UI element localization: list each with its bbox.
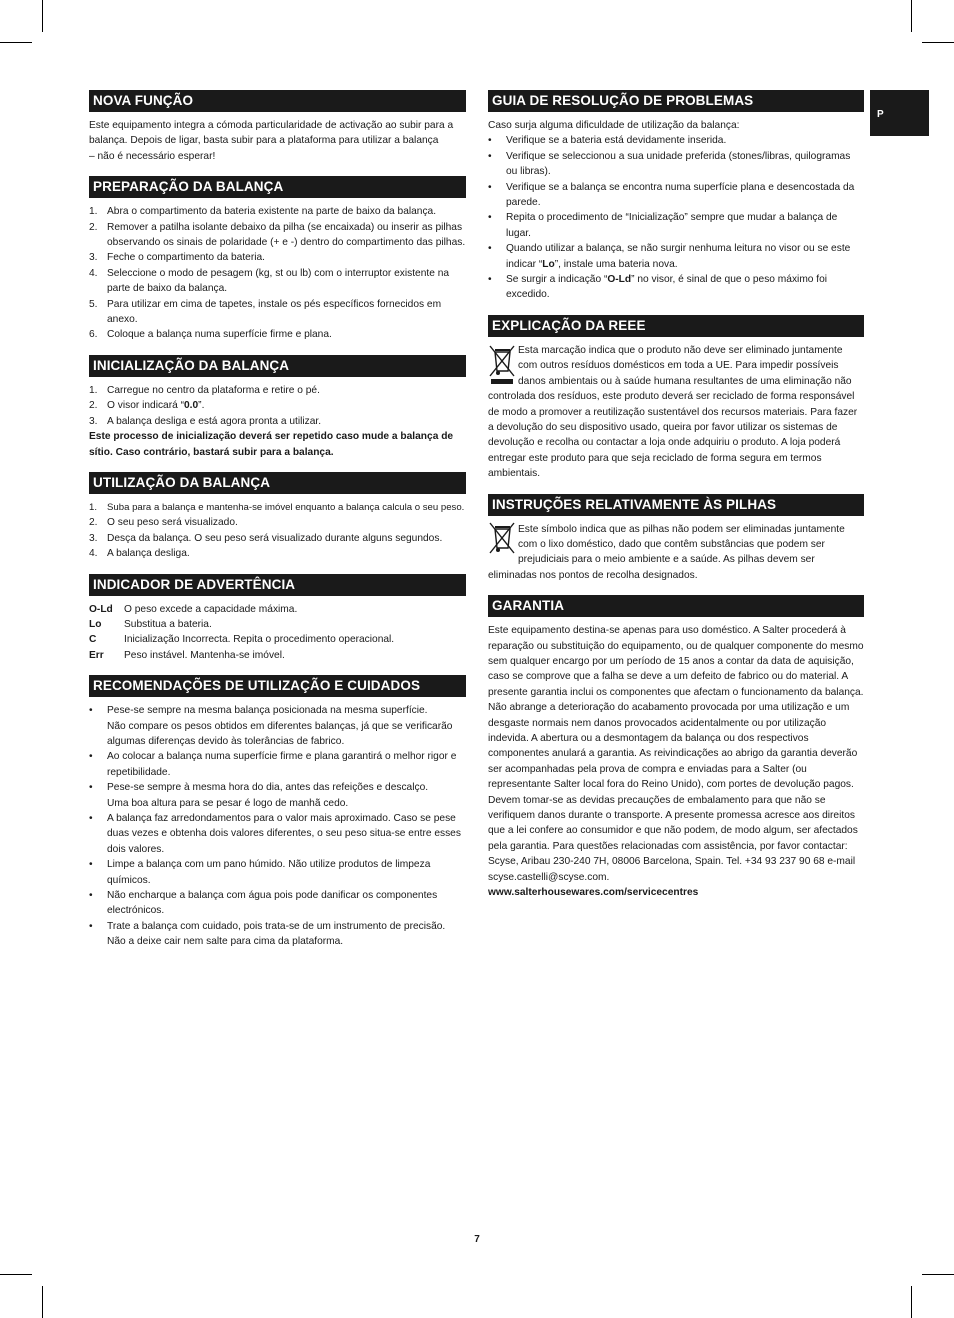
list-marker: 1. [89,501,98,513]
list-item [488,133,864,148]
list-item [89,398,466,413]
section-garantia [488,595,864,900]
list-item [89,515,466,530]
pilhas-body [488,522,864,584]
section-heading: UTILIZAÇÃO DA BALANÇA [89,472,466,494]
list-marker: • [488,274,492,286]
section-heading: NOVA FUNÇÃO [89,90,466,112]
list-item [89,414,466,429]
list-item-text: O seu peso será visualizado. [107,517,238,529]
warning-description: O peso excede a capacidade máxima. [124,603,298,615]
list-item-text: Ao colocar a balança numa superfície firme e plana garantirá o melhor rigor e repetibilidade. [107,751,457,778]
crossed-out-wheelie-bin-icon [488,343,516,387]
bullet-list [89,703,466,950]
section-utilizacao [89,472,466,562]
list-marker: • [488,181,492,193]
list-item [89,220,466,251]
section-recomendacoes [89,675,466,950]
section-heading: RECOMENDAÇÕES DE UTILIZAÇÃO E CUIDADOS [89,675,466,697]
display-value: 0.0 [184,400,199,412]
list-item [89,919,466,950]
service-centres-link[interactable]: www.salterhousewares.com/servicecentres [488,887,699,899]
section-reee [488,315,864,482]
list-item-text: Carregue no centro da plataforma e retire o pé. [107,384,320,396]
section-intro: Caso surja alguma dificuldade de utilização da balança: [488,120,740,131]
crop-mark [0,1274,32,1275]
section-paragraph: Este equipamento integra a cómoda particularidade de activação ao subir para a balança. Depois de ligar, basta subir para a plataforma para utilizar a balança – não é necessário esperar! [89,120,454,162]
list-item-text: Não encharque a balança com água pois pode danificar os componentes electrónicos. [107,890,438,917]
crossed-out-wheelie-bin-icon [488,522,516,554]
section-paragraph: Esta marcação indica que o produto não deve ser eliminado juntamente com outros resíduos domésticos em toda a UE. Para impedir possíveis danos ambientais ou à saúde humana resultantes de uma eliminação não controlada dos resíduos, este produto deverá ser reciclado de forma responsável de modo a promover a reutilização sustentável dos recursos materiais. Para fazer a devolução do seu dispositivo usado, queira por favor utilizar os sistemas de devolução e recolha ou contactar a loja onde adquiriu o produto. A loja poderá entregar este produto para que seja reciclado de forma segura em termos ambientais. [488,344,858,480]
list-marker: 2. [89,221,98,233]
list-marker: • [89,813,93,824]
right-column [488,90,864,912]
list-item-text: Seleccione o modo de pesagem (kg, st ou lb) com o interruptor existente na parte de baixo da balança. [107,267,450,295]
list-item [89,811,466,857]
list-item [488,210,864,241]
list-marker: 4. [89,548,98,560]
list-item-text: Remover a patilha isolante debaixo da pilha (se encaixada) ou inserir as pilhas observando os sinais de polaridade (+ e -) dentro do compartimento das pilhas. [107,221,466,249]
list-item [89,250,466,265]
list-item [89,703,466,749]
section-heading: INICIALIZAÇÃO DA BALANÇA [89,355,466,377]
list-item-text: Coloque a balança numa superfície firme e plana. [107,329,332,341]
list-item-text: Abra o compartimento da bateria existente na parte de baixo da balança. [107,206,437,218]
list-marker: 3. [89,252,98,264]
warning-code: C [89,634,97,646]
list-item-text: Verifique se a bateria está devidamente inserida. [506,135,727,147]
list-item-text: Pese-se sempre na mesma balança posicionada na mesma superfície. Não compare os pesos obtidos em diferentes balanças, já que se verificarão algumas diferenças devido às tolerâncias de fabrico. [107,705,453,747]
list-marker: 4. [89,267,98,279]
list-item [89,383,466,398]
list-item-text: ”, instale uma bateria nova. [554,258,678,270]
list-item-text: Trate a balança com cuidado, pois trata-se de um instrumento de precisão. Não a deixe cair nem salte para cima da plataforma. [107,920,446,948]
list-item [89,500,466,515]
warning-code: Err [89,649,104,661]
list-item [89,888,466,919]
list-item [488,180,864,211]
section-inicializacao [89,355,466,460]
section-note: Este processo de inicialização deverá ser repetido caso mude a balança de sítio. Caso contrário, bastará subir para a balança. [89,431,454,458]
list-marker: • [89,890,93,902]
page-number: 7 [474,1234,480,1245]
list-item-text: A balança faz arredondamentos para o valor mais aproximado. Caso se pese duas vezes e obtenha dois valores diferentes, o seu peso situa-se entre esses dois valores. [107,813,461,855]
list-marker: 2. [89,517,98,529]
left-column [89,90,466,962]
warning-code: Lo [89,618,102,630]
list-marker: • [488,150,492,162]
list-marker: 6. [89,329,98,341]
section-paragraph: Este símbolo indica que as pilhas não podem ser eliminadas juntamente com o lixo doméstico, dado que contêm substâncias que podem ser prejudiciais para o meio ambiente e a saúde. As pilhas devem ser eliminadas nos pontos de recolha designados. [488,523,845,581]
list-item-text: Se surgir a indicação “ [506,274,608,286]
section-paragraph: Este equipamento destina-se apenas para uso doméstico. A Salter procederá à reparação ou substituição do equipamento, ou de qualquer componente do mesmo sem qualquer encargo por um período de 15 anos a contar da data de aquisição, caso se comprove que a falha se deve a um defeito de fabrico ou do material. A presente garantia inclui os componentes que afectam o funcionamento da balança. Não abrange a deterioração do acabamento provocada por uma utilização e um desgaste normais nem danos provocados acidentalmente ou por utilização indevida. A abertura ou a desmontagem da balança ou dos respectivos componentes anulará a garantia. As reivindicações ao abrigo da garantia deverão ser acompanhadas pela prova de compra e enviadas para a Salter (ou representante Salter local fora do Reino Unido), com portes de devolução pagos. Devem tomar-se as devidas precauções de embalamento para que não se verifiquem danos durante o transporte. A presente promessa acresce aos direitos que a lei confere ao consumidor e que não podem, de modo algum, ser afectados pela garantia. Para questões relacionadas com assistência, por favor contactar: Scyse, Aribau 230-240 7H, 08006 Barcelona, Spain. Tel. +34 93 237 90 68 e-mail scyse.castelli@scyse.com. [488,625,864,883]
section-advertencia [89,574,466,664]
list-marker: • [488,243,492,255]
section-heading: GARANTIA [488,595,864,617]
warning-code-row [89,648,466,663]
section-heading: GUIA DE RESOLUÇÃO DE PROBLEMAS [488,90,864,112]
list-item [89,546,466,561]
crop-mark [911,0,912,32]
list-marker: 2. [89,400,98,412]
list-item-text: ”. [198,400,205,412]
list-item-text: Para utilizar em cima de tapetes, instale os pés específicos fornecidos em anexo. [107,298,442,326]
list-marker: 3. [89,415,98,427]
list-item [89,857,466,888]
bullet-list [488,133,864,302]
list-marker: • [89,751,93,763]
list-marker: 5. [89,298,98,310]
list-item-text: Feche o compartimento da bateria. [107,252,265,264]
list-item-text: Limpe a balança com um pano húmido. Não utilize produtos de limpeza químicos. [107,859,431,886]
numbered-list [89,204,466,343]
list-item-text: Suba para a balança e mantenha-se imóvel enquanto a balança calcula o seu peso. [107,501,465,513]
list-item-text: A balança desliga. [107,548,190,560]
reee-body [488,343,864,482]
numbered-list [89,500,466,562]
warning-code-row [89,632,466,647]
section-heading: INDICADOR DE ADVERTÊNCIA [89,574,466,596]
list-item-text: Verifique se a balança se encontra numa superfície plana e desencostada da parede. [506,181,855,209]
list-marker: 1. [89,206,98,218]
list-item-text: O visor indicará “ [107,400,184,412]
crop-mark [0,42,32,43]
list-marker: 1. [89,384,98,396]
section-pilhas [488,494,864,584]
display-code: Lo [542,258,555,270]
warning-description: Inicialização Incorrecta. Repita o procedimento operacional. [124,634,395,646]
list-marker: • [89,782,93,794]
list-marker: • [488,135,492,147]
list-item-text: Verifique se seleccionou a sua unidade preferida (stones/libras, quilogramas ou libras). [506,150,851,178]
list-item [89,749,466,780]
list-item [89,327,466,342]
list-item-text: A balança desliga e está agora pronta a utilizar. [107,415,322,427]
list-item [89,204,466,219]
list-marker: • [89,920,93,932]
list-item [89,780,466,811]
warning-description: Substitua a bateria. [124,618,212,630]
list-item-text: Quando utilizar a balança, se não surgir nenhuma leitura no visor ou se este indicar “ [506,243,851,270]
list-marker: 3. [89,532,98,544]
list-item [89,266,466,297]
crop-mark [922,42,954,43]
display-code: O-Ld [607,274,632,286]
list-item [488,241,864,272]
list-item-text: Desça da balança. O seu peso será visualizado durante alguns segundos. [107,532,443,544]
section-heading: EXPLICAÇÃO DA REEE [488,315,864,337]
section-heading: INSTRUÇÕES RELATIVAMENTE ÀS PILHAS [488,494,864,516]
list-marker: • [488,212,492,224]
warning-code-row [89,617,466,632]
list-marker: • [89,859,93,871]
list-item-text: Repita o procedimento de “Inicialização” sempre que mudar a balança de lugar. [506,212,838,239]
list-item [488,272,864,303]
section-nova-funcao [89,90,466,164]
numbered-list [89,383,466,429]
warning-description: Peso instável. Mantenha-se imóvel. [124,649,285,661]
language-tab-label: P [877,109,884,120]
list-item [488,149,864,180]
crop-mark [42,0,43,32]
list-item [89,531,466,546]
list-marker: • [89,705,93,717]
list-item-text: Pese-se sempre à mesma hora do dia, antes das refeições e descalço. Uma boa altura para se pesar é logo de manhã cedo. [107,782,429,809]
section-heading: PREPARAÇÃO DA BALANÇA [89,176,466,198]
list-item [89,297,466,328]
list-item-text: ” no visor, é sinal de que o peso máximo foi excedido. [506,274,828,301]
crop-mark [922,1274,954,1275]
crop-mark [42,1286,43,1318]
warning-code-row [89,602,466,617]
section-guia [488,90,864,303]
crop-mark [911,1286,912,1318]
section-preparacao [89,176,466,343]
language-tab [870,90,929,136]
warning-code: O-Ld [89,603,113,615]
